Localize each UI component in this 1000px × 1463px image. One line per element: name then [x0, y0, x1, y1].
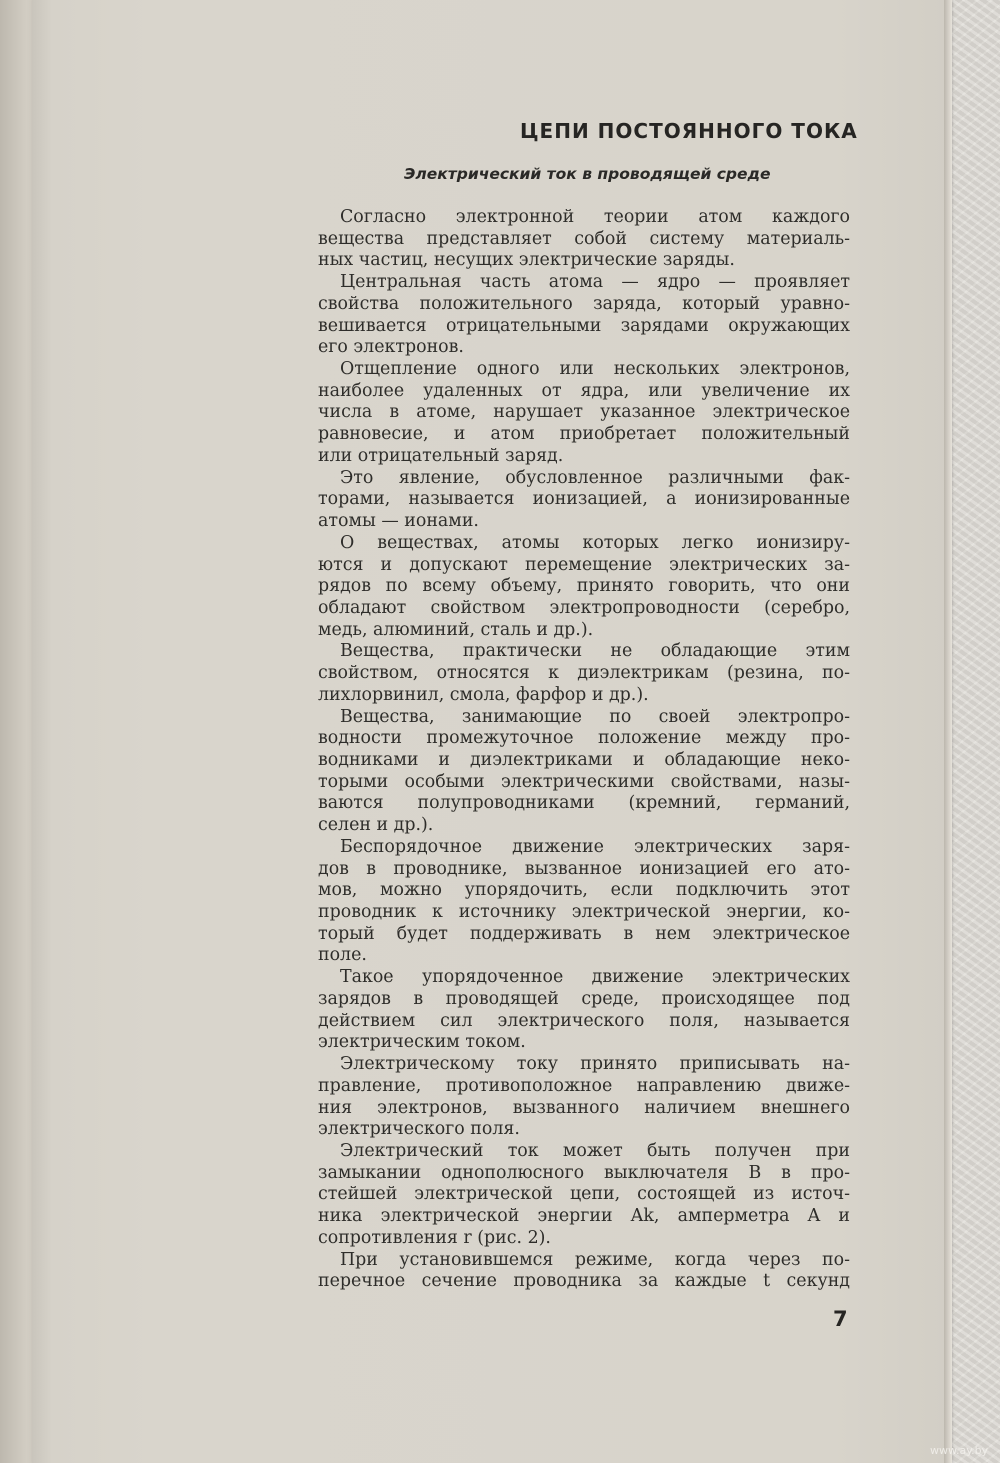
- text-line: электрическим током.: [318, 1032, 526, 1053]
- text-line: обладают свойством электропроводности (серебро,: [318, 597, 850, 618]
- page-right-edge: [944, 0, 952, 1463]
- text-line: перечное сечение проводника за каждые t секунд: [318, 1271, 850, 1292]
- text-line: торый будет поддерживать в нем электрическое: [318, 923, 850, 944]
- text-line: дов в проводнике, вызванное ионизацией его ато-: [318, 858, 850, 879]
- text-line: свойства положительного заряда, который уравно-: [318, 293, 850, 314]
- text-line: его электронов.: [318, 337, 464, 358]
- text-line: медь, алюминий, сталь и др.).: [318, 619, 594, 640]
- page-number: 7: [833, 1307, 848, 1331]
- text-line: ника электрической энергии Ak, амперметра A и: [318, 1206, 850, 1227]
- text-line: торыми особыми электрическими свойствами, назы-: [318, 771, 850, 792]
- text-line: стейшей электрической цепи, состоящей из источ-: [318, 1184, 850, 1205]
- text-line: Электрическому току принято приписывать на-: [340, 1054, 850, 1075]
- text-line: Беспорядочное движение электрических заря-: [340, 836, 850, 857]
- text-line: Отщепление одного или нескольких электронов,: [340, 359, 850, 380]
- text-line: Электрический ток может быть получен при: [340, 1140, 850, 1161]
- text-line: действием сил электрического поля, называется: [318, 1010, 850, 1031]
- text-line: ния электронов, вызванного наличием внешнего: [318, 1097, 850, 1118]
- text-line: селен и др.).: [318, 815, 434, 836]
- text-line: наиболее удаленных от ядра, или увеличение их: [318, 380, 850, 401]
- watermark: www.ay.by: [930, 1444, 989, 1457]
- text-line: Центральная часть атома — ядро — проявляет: [340, 272, 850, 293]
- text-line: торами, называется ионизацией, а ионизированные: [318, 489, 850, 510]
- section-subheading: Электрический ток в проводящей среде: [404, 165, 771, 183]
- chapter-heading: ЦЕПИ ПОСТОЯННОГО ТОКА: [520, 119, 858, 143]
- text-line: числа в атоме, нарушает указанное электрическое: [318, 402, 850, 423]
- text-line: вешивается отрицательными зарядами окружающих: [318, 315, 850, 336]
- text-line: проводник к источнику электрической энергии, ко-: [318, 902, 850, 923]
- text-line: мов, можно упорядочить, если подключить этот: [318, 880, 850, 901]
- text-line: лихлорвинил, смола, фарфор и др.).: [318, 684, 649, 705]
- text-line: О веществах, атомы которых легко ионизиру-: [340, 532, 850, 553]
- text-line: равновесие, и атом приобретает положительный: [318, 424, 850, 445]
- text-line: водниками и диэлектриками и обладающие неко-: [318, 750, 850, 770]
- text-line: Согласно электронной теории атом каждого: [340, 207, 850, 227]
- text-line: или отрицательный заряд.: [318, 445, 564, 466]
- text-line: замыкании однополюсного выключателя B в про-: [318, 1162, 850, 1183]
- text-line: электрического поля.: [318, 1119, 520, 1140]
- text-line: поле.: [318, 945, 367, 966]
- text-line: рядов по всему объему, принято говорить, что они: [318, 576, 850, 597]
- text-line: Вещества, практически не обладающие этим: [340, 641, 850, 662]
- text-line: водности промежуточное положение между про-: [318, 728, 850, 749]
- text-line: атомы — ионами.: [318, 511, 479, 532]
- text-line: зарядов в проводящей среде, происходящее под: [318, 988, 850, 1009]
- text-line: Это явление, обусловленное различными фак-: [340, 467, 850, 488]
- text-line: Такое упорядоченное движение электрических: [340, 967, 850, 988]
- text-line: ных частиц, несущих электрические заряды.: [318, 250, 735, 271]
- text-line: сопротивления r (рис. 2).: [318, 1227, 551, 1248]
- text-line: При установившемся режиме, когда через по-: [340, 1249, 850, 1270]
- text-line: Вещества, занимающие по своей электропро-: [340, 706, 850, 727]
- text-line: правление, противоположное направлению движе-: [318, 1075, 850, 1096]
- text-line: свойством, относятся к диэлектрикам (резина, по-: [318, 663, 850, 684]
- text-line: ются и допускают перемещение электрических за-: [318, 554, 850, 575]
- text-line: вещества представляет собой систему материаль-: [318, 228, 850, 249]
- text-line: ваются полупроводниками (кремний, германий,: [318, 793, 850, 814]
